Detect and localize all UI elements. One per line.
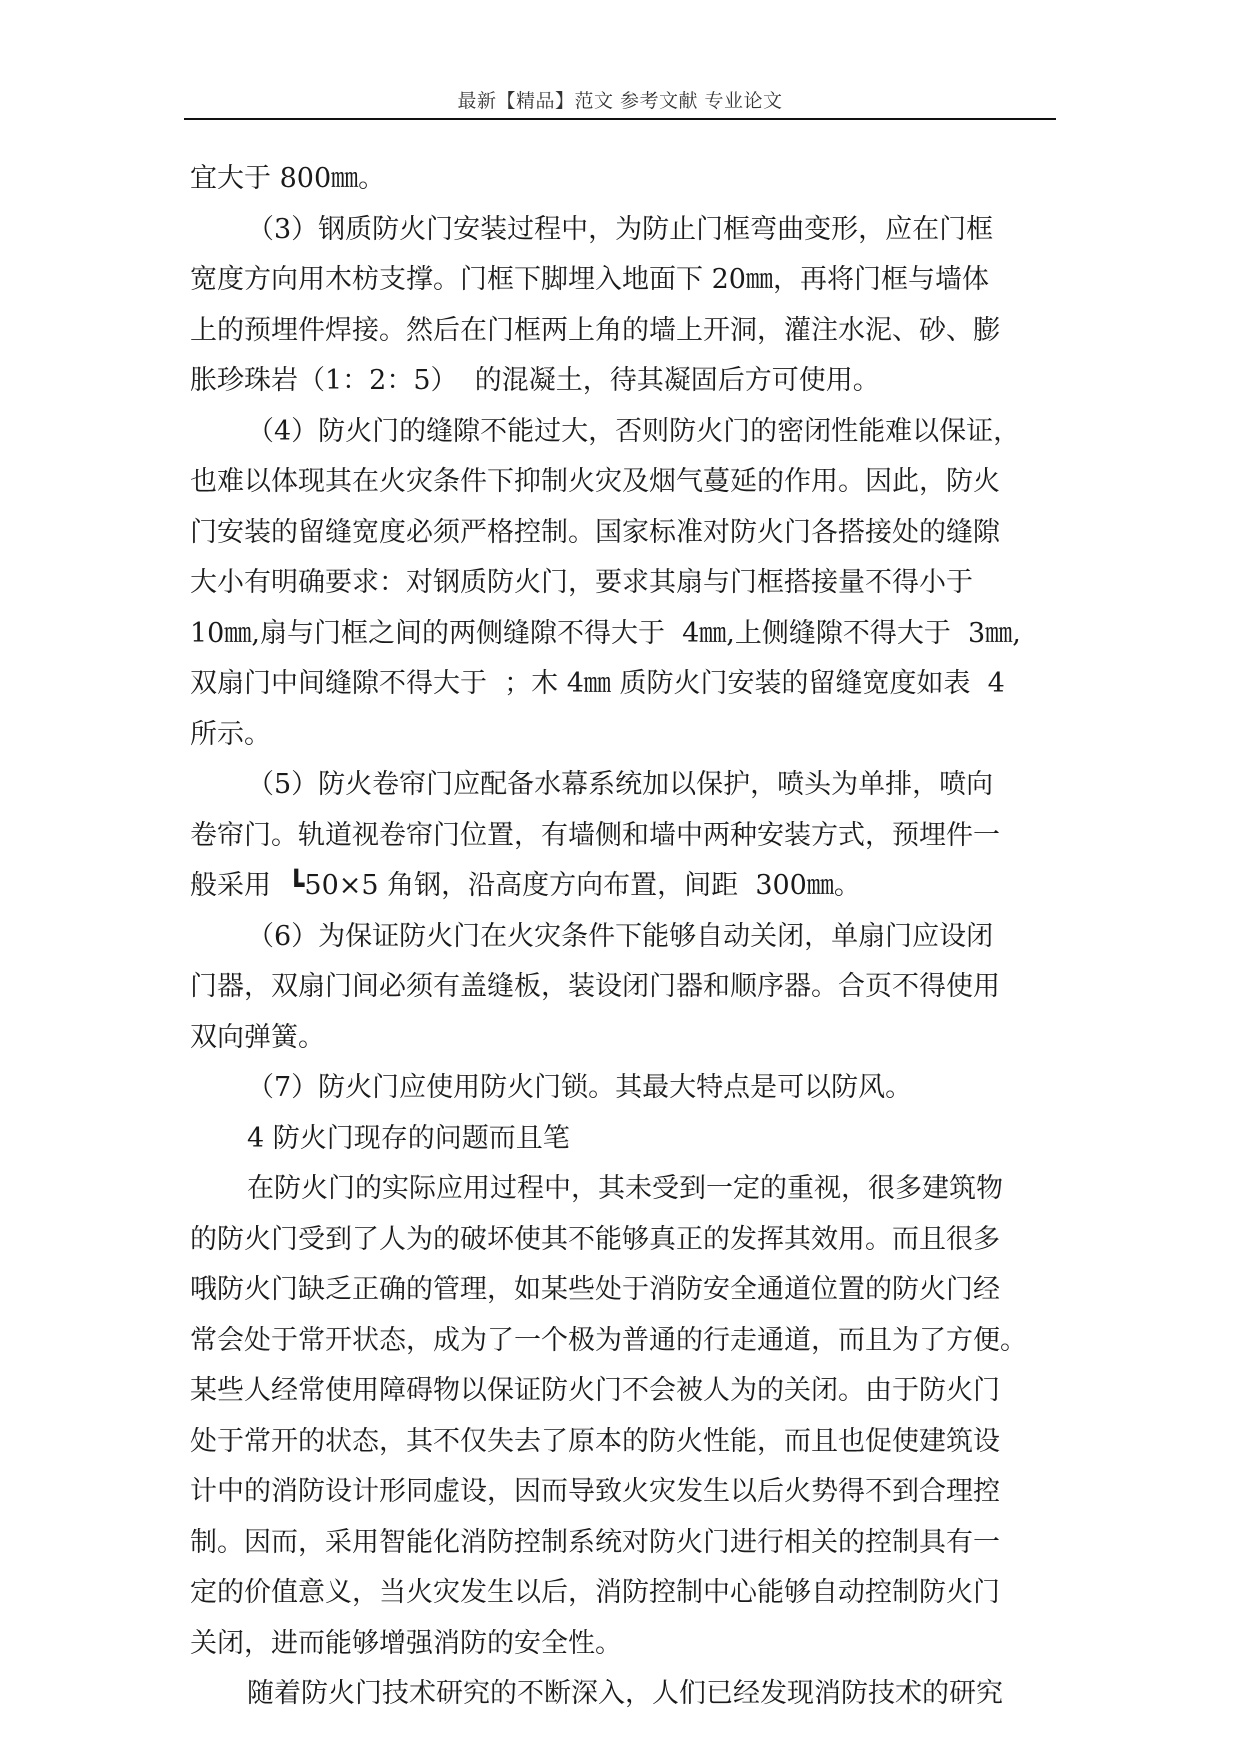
text-line: 上的预埋件焊接。然后在门框两上角的墙上开洞，灌注水泥、砂、膨 — [190, 314, 1000, 346]
text-line: 10㎜,扇与门框之间的两侧缝隙不得大于 4㎜,上侧缝隙不得大于 3㎜, — [190, 617, 1021, 649]
text-line: 随着防火门技术研究的不断深入，人们已经发现消防技术的研究 — [247, 1678, 1003, 1709]
text-line: （5）防火卷帘门应配备水幕系统加以保护，喷头为单排，喷向 — [247, 769, 994, 800]
text-line: （7）防火门应使用防火门锁。其最大特点是可以防风。 — [247, 1072, 913, 1103]
text-line: 双向弹簧。 — [190, 1021, 325, 1053]
text-line: 所示。 — [190, 718, 271, 750]
text-line: 常会处于常开状态，成为了一个极为普通的行走通道，而且为了方便。 — [190, 1324, 1027, 1356]
text-line: 胀珍珠岩（1：2：5） 的混凝土，待其凝固后方可使用。 — [190, 365, 880, 396]
text-line: 制。因而，采用智能化消防控制系统对防火门进行相关的控制具有一 — [190, 1526, 1000, 1558]
text-line: 的防火门受到了人为的破坏使其不能够真正的发挥其效用。而且很多 — [190, 1223, 1000, 1255]
text-line: 门安装的留缝宽度必须严格控制。国家标准对防火门各搭接处的缝隙 — [190, 516, 1000, 548]
text-line: 在防火门的实际应用过程中，其未受到一定的重视，很多建筑物 — [247, 1173, 1003, 1204]
text-line: 关闭，进而能够增强消防的安全性。 — [190, 1627, 622, 1659]
text-line: 也难以体现其在火灾条件下抑制火灾及烟气蔓延的作用。因此，防火 — [190, 466, 1000, 497]
text-line: （4）防火门的缝隙不能过大，否则防火门的密闭性能难以保证， — [247, 415, 1021, 447]
text-line: （3）钢质防火门安装过程中，为防止门框弯曲变形，应在门框 — [247, 213, 994, 245]
text-line: 4 防火门现存的问题而且笔 — [247, 1122, 570, 1154]
text-line: 大小有明确要求：对钢质防火门，要求其扇与门框搭接量不得小于 — [190, 567, 973, 598]
text-line: 处于常开的状态，其不仅失去了原本的防火性能，而且也促使建筑设 — [190, 1425, 1000, 1457]
text-line: 卷帘门。轨道视卷帘门位置，有墙侧和墙中两种安装方式，预埋件一 — [190, 819, 1000, 851]
text-line: 某些人经常使用障碍物以保证防火门不会被人为的关闭。由于防火门 — [190, 1375, 1000, 1406]
text-line: 门器，双扇门间必须有盖缝板，装设闭门器和顺序器。合页不得使用 — [190, 971, 1000, 1002]
text-line: 双扇门中间缝隙不得大于 ；木 4㎜ 质防火门安装的留缝宽度如表 4 — [190, 668, 1005, 699]
text-line: 宽度方向用木枋支撑。门框下脚埋入地面下 20㎜，再将门框与墙体 — [190, 264, 989, 295]
text-line: 宜大于 800㎜。 — [190, 163, 386, 194]
document-body — [190, 154, 1054, 1720]
text-line: 计中的消防设计形同虚设，因而导致火灾发生以后火势得不到合理控 — [190, 1476, 1000, 1507]
text-line: 定的价值意义，当火灾发生以后，消防控制中心能够自动控制防火门 — [190, 1577, 1000, 1608]
text-line: 哦防火门缺乏正确的管理，如某些处于消防安全通道位置的防火门经 — [190, 1274, 1000, 1305]
text-line: （6）为保证防火门在火灾条件下能够自动关闭，单扇门应设闭 — [247, 920, 994, 952]
text-line: 般采用 ┗50×5 角钢，沿高度方向布置，间距 300㎜。 — [190, 870, 861, 901]
page-header: 最新【精品】范文 参考文献 专业论文 — [457, 90, 783, 112]
header-divider — [184, 118, 1056, 120]
